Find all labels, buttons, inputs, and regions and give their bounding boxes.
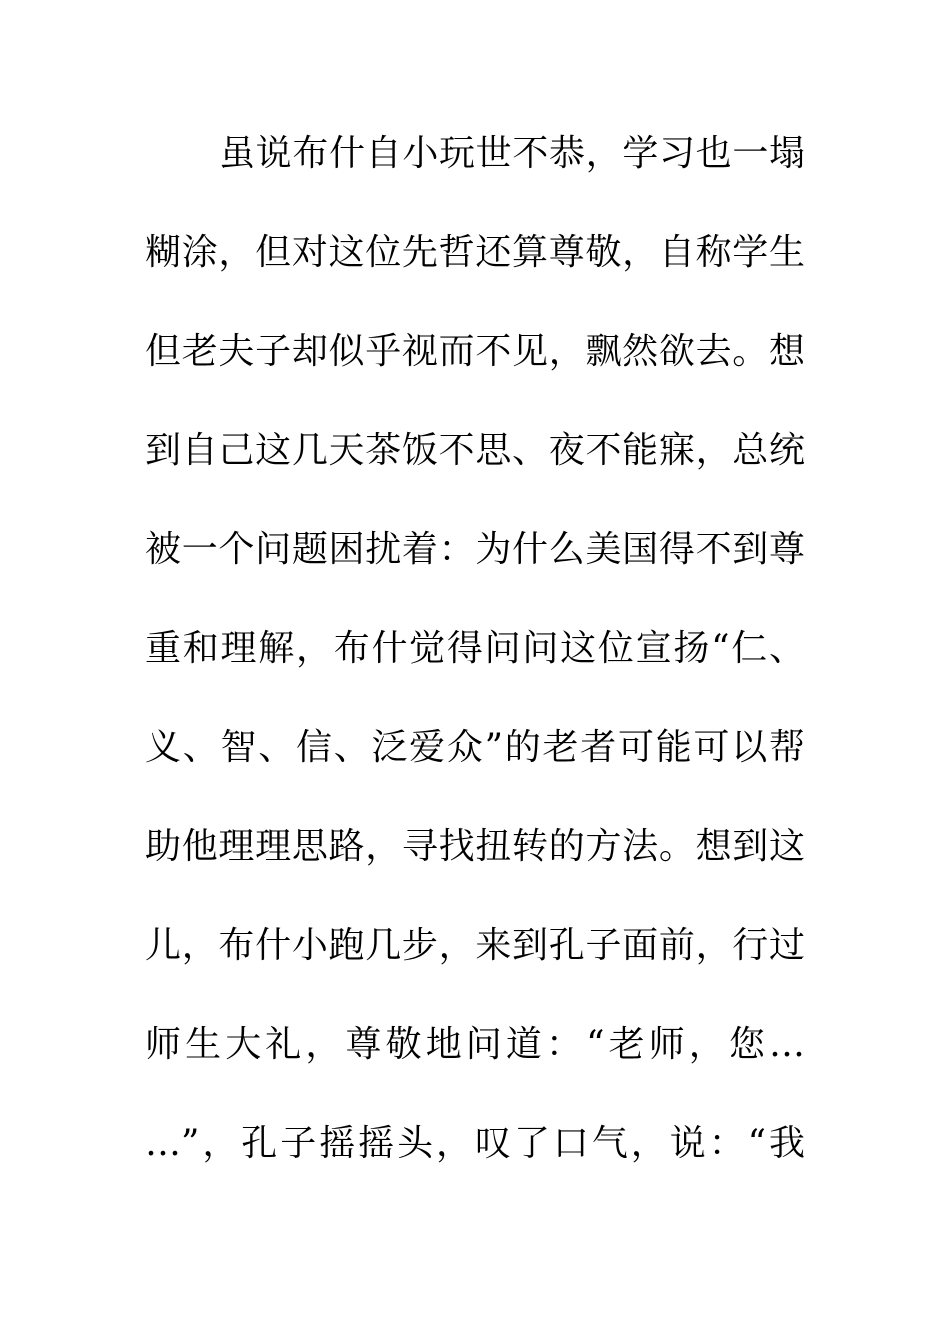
text-line: 师生大礼，尊敬地问道：“老师，您… — [145, 1024, 805, 1065]
body-text — [145, 126, 805, 1215]
text-line: 但老夫子却似乎视而不见，飘然欲去。想 — [145, 331, 805, 372]
text-line: 到自己这几天茶饭不思、夜不能寐，总统 — [145, 430, 805, 471]
text-line: …”，孔子摇摇头，叹了口气，说：“我 — [145, 1123, 805, 1164]
text-line: 重和理解，布什觉得问问这位宣扬“仁、 — [145, 628, 805, 669]
text-line: 虽说布什自小玩世不恭，学习也一塌 — [219, 133, 805, 174]
text-line: 儿，布什小跑几步，来到孔子面前，行过 — [145, 925, 805, 966]
text-line: 糊涂，但对这位先哲还算尊敬，自称学生 — [145, 232, 805, 273]
text-line: 义、智、信、泛爱众”的老者可能可以帮 — [145, 727, 805, 768]
text-line: 被一个问题困扰着：为什么美国得不到尊 — [145, 529, 805, 570]
text-line: 助他理理思路，寻找扭转的方法。想到这 — [145, 826, 805, 867]
